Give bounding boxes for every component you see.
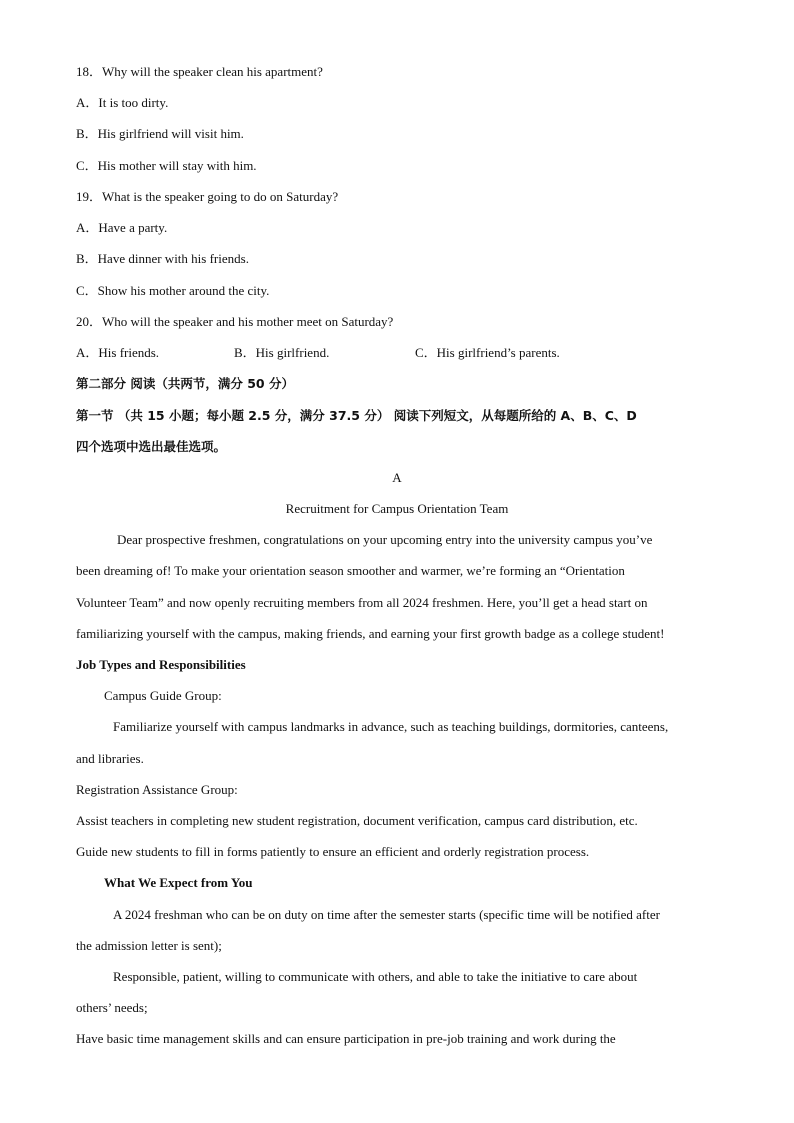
- question-18-option-b: B．His girlfriend will visit him.: [76, 126, 244, 141]
- expect-line-4: others’ needs;: [76, 1000, 148, 1015]
- intro-line-3: Volunteer Team” and now openly recruiting members from all 2024 freshmen. Here, you’ll get a head start on: [76, 595, 648, 610]
- intro-line-2: been dreaming of! To make your orientation season smoother and warmer, we’re forming an “Orientation: [76, 563, 625, 578]
- question-18-stem: 18．Why will the speaker clean his apartment?: [76, 64, 323, 79]
- question-18-option-a: A．It is too dirty.: [76, 95, 169, 110]
- guide-group-label: Campus Guide Group:: [104, 688, 222, 703]
- registration-group-label: Registration Assistance Group:: [76, 782, 238, 797]
- registration-line-1: Assist teachers in completing new student registration, document verification, campus card distribution, etc.: [76, 813, 638, 828]
- question-18-option-c: C．His mother will stay with him.: [76, 158, 257, 173]
- expect-line-5: Have basic time management skills and can ensure participation in pre-job training and work during the: [76, 1031, 616, 1046]
- passage-title: Recruitment for Campus Orientation Team: [285, 501, 509, 516]
- question-20-option-a: A．His friends.: [76, 345, 160, 360]
- question-20-stem: 20．Who will the speaker and his mother meet on Saturday?: [76, 314, 394, 329]
- section-one-instructions: 第一节 （共 15 小题；每小题 2.5 分，满分 37.5 分） 阅读下列短文，从每题所给的 A、B、C、D: [76, 408, 637, 423]
- expect-line-3: Responsible, patient, willing to communicate with others, and able to take the initiative to care about: [113, 969, 638, 984]
- question-19-option-c: C．Show his mother around the city.: [76, 283, 270, 298]
- passage-letter: A: [392, 470, 402, 485]
- intro-line-1: Dear prospective freshmen, congratulations on your upcoming entry into the university campus you’ve: [117, 532, 653, 547]
- question-20-option-b: B．His girlfriend.: [234, 345, 330, 360]
- question-19-option-b: B．Have dinner with his friends.: [76, 251, 249, 266]
- expect-line-1: A 2024 freshman who can be on duty on time after the semester starts (specific time will be notified after: [113, 907, 660, 922]
- guide-line-1: Familiarize yourself with campus landmarks in advance, such as teaching buildings, dormitories, canteens,: [113, 719, 669, 734]
- intro-line-4: familiarizing yourself with the campus, making friends, and earning your first growth badge as a college student!: [76, 626, 665, 641]
- question-20-option-c: C．His girlfriend’s parents.: [415, 345, 560, 360]
- question-19-option-a: A．Have a party.: [76, 220, 168, 235]
- guide-line-2: and libraries.: [76, 751, 144, 766]
- expect-line-2: the admission letter is sent);: [76, 938, 222, 953]
- jobs-heading: Job Types and Responsibilities: [76, 657, 246, 672]
- section-one-instructions-cont: 四个选项中选出最佳选项。: [76, 439, 227, 454]
- part-two-title: 第二部分 阅读（共两节，满分 50 分）: [76, 376, 294, 391]
- expect-heading: What We Expect from You: [104, 875, 253, 890]
- registration-line-2: Guide new students to fill in forms patiently to ensure an efficient and orderly registration process.: [76, 844, 590, 859]
- question-19-stem: 19．What is the speaker going to do on Saturday?: [76, 189, 339, 204]
